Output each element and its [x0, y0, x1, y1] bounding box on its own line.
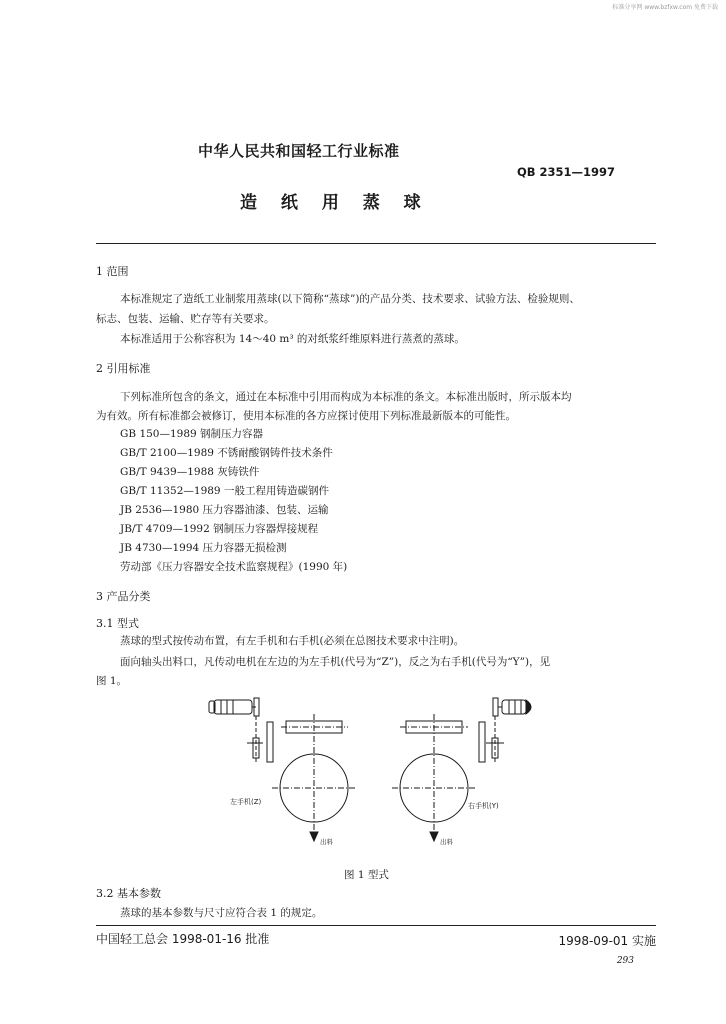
right-hand-label: 右手机(Y) [468, 802, 499, 810]
figure-1-diagram [96, 686, 656, 850]
watermark: 标准分享网 www.bzfxw.com 免费下载 [612, 4, 718, 11]
gear-icon [267, 722, 273, 762]
reference-item: GB/T 11352—1989 一般工程用铸造碳钢件 [120, 485, 329, 497]
figure-1-caption: 图 1 型式 [344, 869, 389, 881]
gear-icon [479, 722, 485, 762]
motor-icon [498, 700, 531, 714]
section-3-1-heading: 3.1 型式 [96, 617, 139, 630]
section-1-heading: 1 范围 [96, 265, 129, 278]
footer-rule [96, 925, 656, 926]
header-rule [96, 243, 656, 244]
arrow-down-icon [430, 832, 438, 841]
section-3-heading: 3 产品分类 [96, 590, 151, 603]
reference-item: JB 2536—1980 压力容器油漆、包装、运输 [120, 504, 329, 516]
section-3-2-para-1: 蒸球的基本参数与尺寸应符合表 1 的规定。 [120, 907, 323, 919]
reference-item: 劳动部《压力容器安全技术监察规程》(1990 年) [120, 561, 348, 573]
reference-item: GB 150—1989 钢制压力容器 [120, 428, 264, 440]
left-hand-label: 左手机(Z) [230, 798, 262, 806]
effective-date: 1998-09-01 实施 [558, 934, 656, 948]
section-1-para-1b: 标志、包装、运输、贮存等有关要求。 [96, 313, 275, 325]
section-3-1-para-2a: 面向轴头出料口，凡传动电机在左边的为左手机(代号为“Z”)，反之为右手机(代号为“Y”)，见 [120, 656, 551, 668]
reference-item: GB/T 9439—1988 灰铸铁件 [120, 466, 260, 478]
left-hand-machine [209, 698, 356, 841]
coupling-icon [493, 698, 498, 716]
reference-item: GB/T 2100—1989 不锈耐酸钢铸件技术条件 [120, 447, 333, 459]
section-2-heading: 2 引用标准 [96, 362, 151, 375]
section-2-para-1a: 下列标准所包含的条文，通过在本标准中引用而构成为本标准的条文。本标准出版时，所示版本均 [120, 391, 572, 403]
page-number: 293 [616, 956, 634, 966]
section-3-1-para-2b: 图 1。 [96, 675, 128, 687]
section-2-para-1b: 为有效。所有标准都会被修订，使用本标准的各方应探讨使用下列标准最新版本的可能性。 [96, 410, 516, 422]
document-title: 造 纸 用 蒸 球 [240, 193, 430, 213]
section-3-1-para-1: 蒸球的型式按传动布置，有左手机和右手机(必须在总图技术要求中注明)。 [120, 635, 465, 647]
standard-number: QB 2351—1997 [517, 165, 616, 179]
motor-icon [209, 700, 256, 714]
organization-title: 中华人民共和国轻工行业标准 [198, 142, 400, 160]
reference-item: JB 4730—1994 压力容器无损检测 [120, 542, 287, 554]
reference-item: JB/T 4709—1992 钢制压力容器焊接规程 [120, 523, 319, 535]
section-1-para-2: 本标准适用于公称容积为 14～40 m³ 的对纸浆纤维原料进行蒸煮的蒸球。 [120, 333, 465, 345]
right-hand-machine [392, 698, 531, 841]
arrow-down-icon [310, 832, 318, 841]
approval-line: 中国轻工总会 1998-01-16 批准 [96, 932, 270, 946]
section-3-2-heading: 3.2 基本参数 [96, 887, 161, 900]
section-1-para-1a: 本标准规定了造纸工业制浆用蒸球(以下简称“蒸球”)的产品分类、技术要求、试验方法、检验规则、 [120, 293, 580, 305]
outlet-label-left: 出料 [320, 838, 333, 846]
outlet-label-right: 出料 [440, 838, 453, 846]
